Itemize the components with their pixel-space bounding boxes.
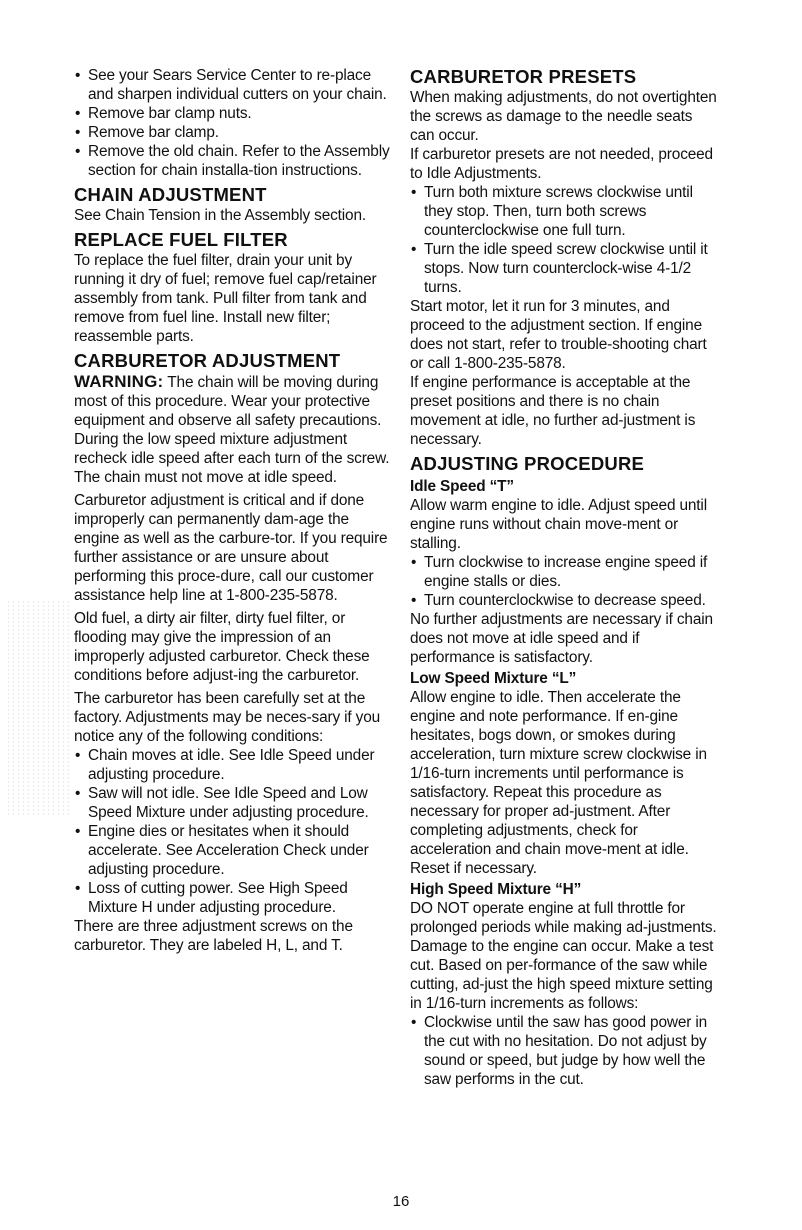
list-item: • Saw will not idle. See Idle Speed and Low Speed Mixture under adjusting procedure. [74, 784, 394, 822]
chain-adjustment-text: See Chain Tension in the Assembly section. [74, 207, 366, 224]
factory-set-paragraph: The carburetor has been carefully set at the factory. Adjustments may be neces-sary if you notice any of the following conditions: [74, 690, 381, 745]
presets-paragraph-3: Start motor, let it run for 3 minutes, and proceed to the adjustment section. If engine does not start, refer to trouble-shooting chart or call 1-800-235-5878. [410, 298, 707, 372]
list-item: • Engine dies or hesitates when it should accelerate. See Acceleration Check under adjusting procedure. [74, 822, 394, 879]
list-item: • Remove bar clamp nuts. [74, 104, 394, 123]
list-item: • Chain moves at idle. See Idle Speed under adjusting procedure. [74, 746, 394, 784]
low-speed-text: Allow engine to idle. Then accelerate the engine and note performance. If en-gine hesitates, bogs down, or smokes during acceleration, turn mixture screw clockwise in 1/16-turn increments until performance is satisfactory. Repeat this procedure as necessary for proper ad-justment. After completing adjustments, check for acceleration and chain move-ment at idle. Reset if necessary. [410, 689, 707, 877]
presets-paragraph-4: If engine performance is acceptable at the preset positions and there is no chain movement at idle, no further ad-justment is necessary. [410, 374, 696, 448]
list-item: • Turn both mixture screws clockwise until they stop. Then, turn both screws counterclockwise one full turn. [410, 183, 720, 240]
high-speed-subheading: High Speed Mixture “H” [410, 881, 582, 898]
old-fuel-paragraph: Old fuel, a dirty air filter, dirty fuel filter, or flooding may give the impression of an improperly adjusted carburetor. Check these conditions before adjust-ing the carburetor. [74, 610, 370, 684]
presets-paragraph-1: When making adjustments, do not overtighten the screws as damage to the needle seats can occur. [410, 89, 717, 144]
carburetor-adjustment-heading: CARBURETOR ADJUSTMENT [74, 350, 341, 371]
replace-fuel-filter-text: To replace the fuel filter, drain your unit by running it dry of fuel; remove fuel cap/retainer assembly from tank. Pull filter from tank and remove from fuel line. Install new filter; reassemble parts. [74, 252, 377, 345]
right-column [410, 66, 720, 1089]
list-item: • Turn counterclockwise to decrease speed. [410, 591, 720, 610]
list-item: • Turn clockwise to increase engine speed if engine stalls or dies. [410, 553, 720, 591]
idle-speed-text: Allow warm engine to idle. Adjust speed until engine runs without chain move-ment or stalling. [410, 497, 707, 552]
idle-speed-subheading: Idle Speed “T” [410, 478, 514, 495]
conditions-list [74, 746, 394, 917]
low-speed-subheading: Low Speed Mixture “L” [410, 670, 577, 687]
list-item: • Clockwise until the saw has good power in the cut with no hesitation. Do not adjust by sound or speed, but judge by how well the saw performs in the cut. [410, 1013, 720, 1089]
presets-list [410, 183, 720, 297]
page-number: 16 [392, 1193, 410, 1210]
list-item: • Remove bar clamp. [74, 123, 394, 142]
high-speed-text: DO NOT operate engine at full throttle for prolonged periods while making ad-justments. Damage to the engine can occur. Make a test cut. Based on per-formance of the saw while cutting, ad-just the high speed mixture setting in 1/16-turn increments as follows: [410, 900, 717, 1012]
left-column [74, 66, 394, 955]
list-item: • See your Sears Service Center to re-place and sharpen individual cutters on your chain. [74, 66, 394, 104]
idle-speed-text-2: No further adjustments are necessary if chain does not move at idle speed and if performance is satisfactory. [410, 611, 713, 666]
adjusting-procedure-heading: ADJUSTING PROCEDURE [410, 453, 645, 474]
presets-paragraph-2: If carburetor presets are not needed, proceed to Idle Adjustments. [410, 146, 713, 182]
chain-adjustment-heading: CHAIN ADJUSTMENT [74, 184, 267, 205]
list-item: • Remove the old chain. Refer to the Assembly section for chain installa-tion instructions. [74, 142, 394, 180]
carburetor-critical-paragraph: Carburetor adjustment is critical and if done improperly can permanently dam-age the engine as well as the carbure-tor. If you require further assistance or are unsure about performing this proce-dure, call our customer assistance help line at 1-800-235-5878. [74, 492, 388, 604]
carburetor-presets-heading: CARBURETOR PRESETS [410, 66, 637, 87]
warning-text: The chain will be moving during most of this procedure. Wear your protective equipment and observe all safety precautions. During the low speed mixture adjustment recheck idle speed after each turn of the screw. The chain must not move at idle speed. [74, 374, 390, 486]
list-item: • Loss of cutting power. See High Speed Mixture H under adjusting procedure. [74, 879, 394, 917]
list-item: • Turn the idle speed screw clockwise until it stops. Now turn counterclock-wise 4-1/2 turns. [410, 240, 720, 297]
high-speed-list [410, 1013, 720, 1089]
scan-speckle [6, 600, 70, 815]
replace-fuel-filter-heading: REPLACE FUEL FILTER [74, 229, 288, 250]
idle-speed-list [410, 553, 720, 610]
adjustment-screws-paragraph: There are three adjustment screws on the carburetor. They are labeled H, L, and T. [74, 918, 353, 954]
warning-paragraph [74, 372, 394, 487]
chain-replacement-steps [74, 66, 394, 180]
warning-label: WARNING: [74, 372, 164, 391]
